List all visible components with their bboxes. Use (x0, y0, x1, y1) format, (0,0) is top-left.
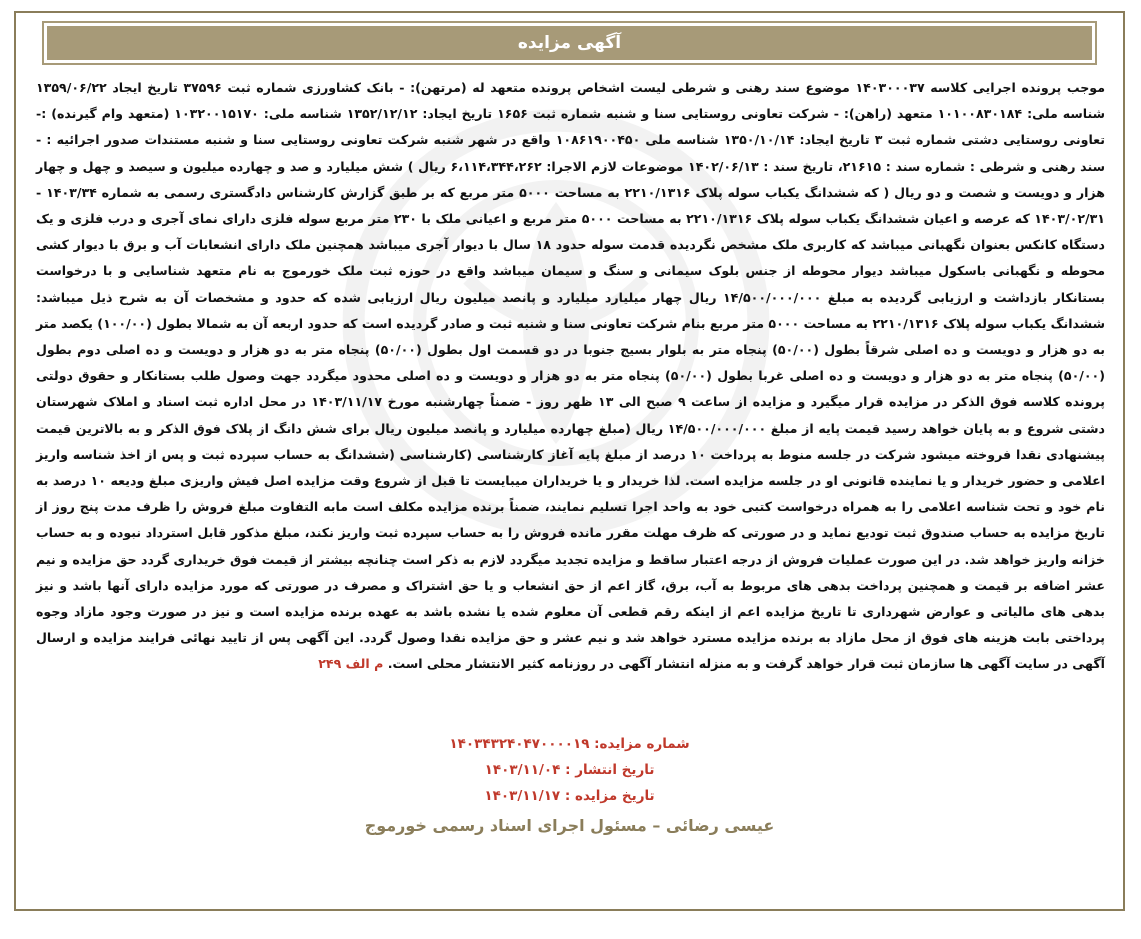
reference-code: م الف ۲۴۹ (318, 656, 384, 672)
notice-frame (14, 11, 1125, 911)
auction-number: شماره مزایده: ۱۴۰۳۴۳۲۴۰۴۷۰۰۰۰۱۹ (449, 736, 690, 752)
signature: عیسی رضائی – مسئول اجرای اسناد رسمی خورموج (364, 816, 775, 835)
notice-body (36, 75, 1105, 678)
notice-body-text: موجب پرونده اجرایی کلاسه ۱۴۰۳۰۰۰۳۷ موضوع سند رهنی و شرطی لیست اشخاص پرونده متعهد له (مرتهن): - بانک کشاورزی شماره ثبت ۳۷۵۹۶ تاریخ ایجاد ۱۳۵۹/۰۶/۲۲ شناسه ملی: ۱۰۱۰۰۸۳۰۱۸۴ متعهد (راهن): - شرکت تعاونی روستایی سنا و شنبه شماره ثبت ۱۶۵۶ تاریخ ایجاد: ۱۳۵۲/۱۲/۱۲ شناسه ملی: ۱۰۳۲۰۰۱۵۱۷۰ (متعهد وام گیرنده) :- تعاونی روستایی دشتی شماره ثبت ۳ تاریخ ایجاد: ۱۳۵۰/۱۰/۱۴ شناسه ملی ۱۰۸۶۱۹۰۰۴۵۰ واقع در شهر شنبه شرکت تعاونی روستایی سنا و شنبه مستندات صدور اجرائیه : - سند رهنی و شرطی : شماره سند : ۲۱۶۱۵، تاریخ سند : ۱۴۰۲/۰۶/۱۳ موضوعات لازم الاجرا: ۶،۱۱۴،۳۴۴،۲۶۲ ریال ) شش میلیارد و صد و چهارده میلیون و سیصد و چهل و چهار هزار و دویست و شصت و دو ریال ( که ششدانگ یکباب سوله پلاک ۲۲۱۰/۱۳۱۶ به مساحت ۵۰۰۰ متر مربع که بر طبق گزارش کارشناس دادگستری رسمی به شماره ۱۴۰۳/۳۴ - ۱۴۰۳/۰۲/۳۱ که عرصه و اعیان ششدانگ یکباب سوله پلاک ۲۲۱۰/۱۳۱۶ به مساحت ۵۰۰۰ متر مربع و اعیانی ملک با ۲۳۰ متر مربع سوله فلزی دارای نمای آجری و درب فلزی و یک دستگاه کانکس بعنوان نگهبانی میباشد که کاربری ملک مشخص نگردیده قدمت سوله حدود ۱۸ سال با دیوار آجری میباشد همچنین ملک دارای انشعابات آب و برق با دیوار کشی محوطه و نگهبانی باسکول میباشد دیوار محوطه از جنس بلوک سیمانی و سنگ و سیمان میباشد واقع در حوزه ثبت ملک خورموج به نام متعهد شناسایی و با درخواست بستانکار بازداشت و ارزیابی گردیده به مبلغ ۱۴/۵۰۰/۰۰۰/۰۰۰ ریال چهار میلیارد میلیارد و پانصد میلیون ریال ارزیابی شده که حدود و مشخصات آن به شرح ذیل میباشد: ششدانگ یکباب سوله پلاک ۲۲۱۰/۱۳۱۶ به مساحت ۵۰۰۰ متر مربع بنام شرکت تعاونی سنا و شنبه ثبت و صادر گردیده است که حدود اربعه آن به شمالا بطول (۱۰۰/۰۰) یکصد متر به دو هزار و دویست و ده اصلی شرقاً بطول (۵۰/۰۰) پنجاه متر به بلوار بسیج جنوبا در دو قسمت اول بطول (۵۰/۰۰) پنجاه متر به دو هزار و دویست و ده اصلی دوم بطول (۵۰/۰۰) پنجاه متر به دو هزار و دویست و ده اصلی غربا بطول (۵۰/۰۰) پنجاه متر به دو هزار و دویست و ده اصلی محدود میگردد جهت وصول طلب بستانکار و حقوق دولتی پرونده کلاسه فوق الذکر در مزایده قرار میگیرد و مزایده از ساعت ۹ صبح الی ۱۳ ظهر روز - ضمناً چهارشنبه مورخ ۱۴۰۳/۱۱/۱۷ در محل اداره ثبت اسناد و املاک شهرستان دشتی شروع و به پایان خواهد رسید قیمت پایه از مبلغ ۱۴/۵۰۰/۰۰۰/۰۰۰ ریال (مبلغ چهارده میلیارد و پانصد میلیون ریال برای شش دانگ از پلاک فوق الذکر و به بالاترین قیمت پیشنهادی نقدا فروخته میشود شرکت در جلسه منوط به پرداخت ۱۰ درصد از مبلغ پایه آغاز کارشناسی (کارشناسی (ششدانگ به حساب سپرده ثبت و پس از اخذ شناسه واریز اعلامی و حضور خریدار و یا نماینده قانونی او در جلسه مزایده است. لذا خریدار و یا خریداران میبایست تا قبل از شروع وقت مزایده اصل فیش واریزی مبلغ ودیعه ۱۰ درصد به نام خود و تحت شناسه اعلامی را به همراه درخواست کتبی خود به واحد اجرا تسلیم نمایند، ضمناً برنده مزایده مکلف است مابه التفاوت مبلغ فروش را ظرف مدت پنج روز از تاریخ مزایده به حساب صندوق ثبت تودیع نماید و در صورتی که ظرف مهلت مقرر مانده فروش را به حساب سپرده ثبت واریز نکند، مبلغ مذکور قابل استرداد نبوده و به حساب خزانه واریز خواهد شد. در این صورت عملیات فروش از درجه اعتبار ساقط و مزایده تجدید میگردد لازم به ذکر است چنانچه بیشتر از قیمت فوق خریداری گردد حق مزایده و نیم عشر اضافه بر قیمت و همچنین پرداخت بدهی های مربوط به آب، برق، گاز اعم از حق انشعاب و یا حق اشتراک و مصرف در صورتی که مورد مزایده دارای آنها باشد و نیز بدهی های مالیاتی و عوارض شهرداری تا تاریخ مزایده اعم از اینکه رقم قطعی آن معلوم شده یا نشده باشد به عهده برنده مزایده است و نیز در صورت وجود مازاد وجوه پرداختی بابت هزینه های فوق از محل مازاد به برنده مزایده مسترد خواهد شد و نیم عشر و حق مزایده نقدا وصول گردد. این آگهی پس از تایید نهائی فرایند مزایده و ارسال آگهی در سایت آگهی ها سازمان ثبت قرار خواهد گرفت و به منزله انتشار آگهی در روزنامه کثیر الانتشار محلی است. (36, 80, 1106, 672)
publish-date: تاریخ انتشار : ۱۴۰۳/۱۱/۰۴ (484, 762, 655, 778)
notice-title: آگهی مزایده (517, 33, 622, 53)
notice-footer (16, 731, 1123, 841)
title-bar (44, 23, 1095, 63)
auction-date: تاریخ مزایده : ۱۴۰۳/۱۱/۱۷ (484, 788, 655, 804)
